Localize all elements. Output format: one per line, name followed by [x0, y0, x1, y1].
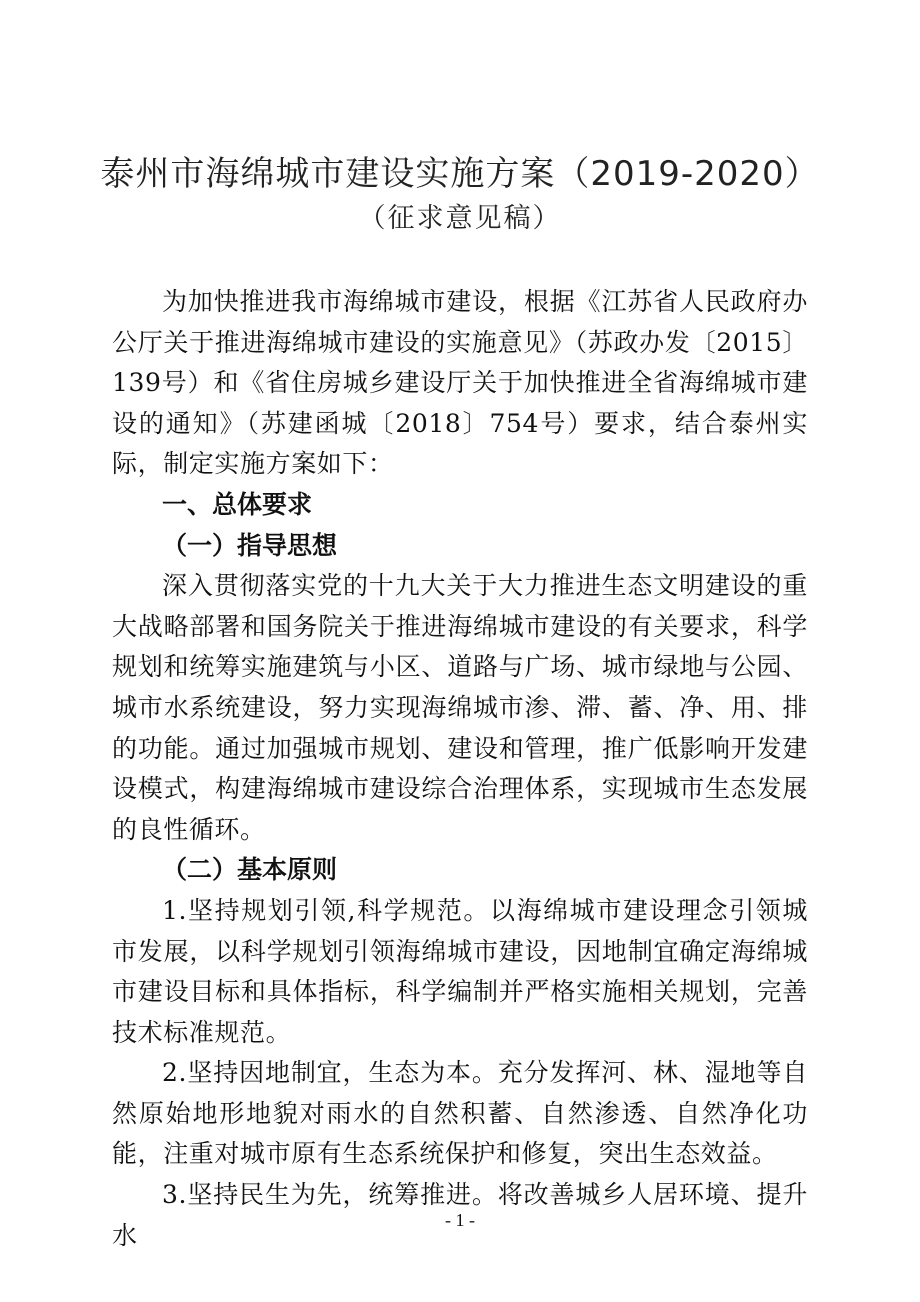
subsection-heading-guiding-ideology: （一）指导思想 [162, 530, 338, 560]
intro-paragraph: 为加快推进我市海绵城市建设，根据《江苏省人民政府办公厅关于推进海绵城市建设的实施意见》（苏政办发〔2015〕139号）和《省住房城乡建设厅关于加快推进全省海绵城市建设的通知》（苏建函城〔2018〕754号）要求，结合泰州实际，制定实施方案如下： [112, 287, 808, 479]
document-body [112, 282, 808, 1256]
principle-3-paragraph: 3.坚持民生为先，统筹推进。将改善城乡人居环境、提升水 [112, 1180, 808, 1250]
principle-1-paragraph: 1.坚持规划引领,科学规范。以海绵城市建设理念引领城市发展，以科学规划引领海绵城市建设，因地制宜确定海绵城市建设目标和具体指标，科学编制并严格实施相关规划，完善技术标准规范。 [112, 895, 808, 1047]
guiding-ideology-paragraph: 深入贯彻落实党的十九大关于大力推进生态文明建设的重大战略部署和国务院关于推进海绵城市建设的有关要求，科学规划和统筹实施建筑与小区、道路与广场、城市绿地与公园、城市水系统建设，努力实现海绵城市渗、滞、蓄、净、用、排的功能。通过加强城市规划、建设和管理，推广低影响开发建设模式，构建海绵城市建设综合治理体系，实现城市生态发展的良性循环。 [112, 571, 808, 844]
document-title: 泰州市海绵城市建设实施方案（2019-2020） [100, 154, 820, 194]
document-subtitle: （征求意见稿） [358, 203, 562, 234]
page-number: - 1 - [445, 1210, 475, 1230]
principle-2-paragraph: 2.坚持因地制宜，生态为本。充分发挥河、林、湿地等自然原始地形地貌对雨水的自然积蓄、自然渗透、自然净化功能，注重对城市原有生态系统保护和修复，突出生态效益。 [112, 1058, 808, 1169]
subsection-heading-basic-principles: （二）基本原则 [162, 855, 338, 885]
section-heading-general-requirements: 一、总体要求 [162, 489, 313, 519]
